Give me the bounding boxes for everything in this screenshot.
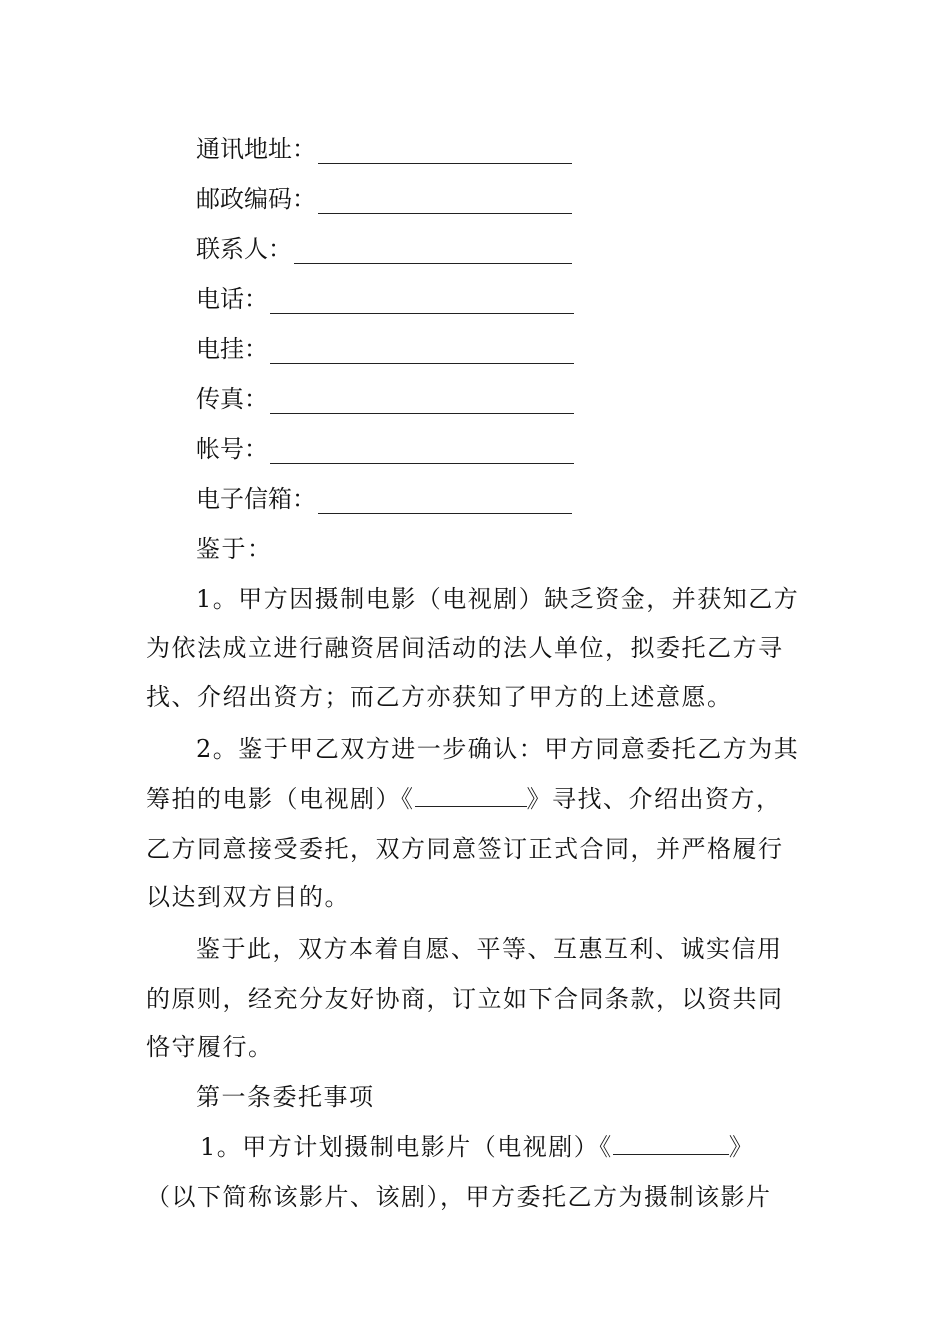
article1-line1-post: 》 bbox=[728, 1133, 755, 1161]
email-field bbox=[196, 474, 572, 514]
film-title-blank[interactable] bbox=[415, 784, 527, 807]
phone-label: 电话： bbox=[196, 285, 268, 313]
para2-line4: 以达到双方目的。 bbox=[146, 883, 350, 911]
para3-line3: 恪守履行。 bbox=[146, 1033, 274, 1061]
para3-line2: 的原则，经充分友好协商，订立如下合同条款，以资共同 bbox=[146, 985, 784, 1013]
para2-line2 bbox=[146, 784, 806, 814]
article1-line2: （以下简称该影片、该剧），甲方委托乙方为摄制该影片 bbox=[146, 1183, 772, 1211]
para2-line2-pre: 筹拍的电影（电视剧）《 bbox=[146, 785, 415, 813]
para1-line1: 1。甲方因摄制电影（电视剧）缺乏资金，并获知乙方 bbox=[196, 585, 800, 613]
article1-line1-pre: 1。甲方计划摄制电影片（电视剧）《 bbox=[200, 1133, 613, 1161]
account-field bbox=[196, 424, 574, 464]
fax-field bbox=[196, 374, 574, 414]
article1-title: 第一条委托事项 bbox=[196, 1083, 375, 1111]
phone-field bbox=[196, 274, 574, 314]
cable-blank[interactable] bbox=[270, 337, 574, 364]
postcode-blank[interactable] bbox=[318, 187, 572, 214]
address-field bbox=[196, 124, 572, 164]
article1-film-title-blank[interactable] bbox=[613, 1132, 729, 1155]
article1-line1 bbox=[200, 1132, 810, 1162]
email-label: 电子信箱： bbox=[196, 485, 316, 513]
account-blank[interactable] bbox=[270, 437, 574, 464]
fax-blank[interactable] bbox=[270, 387, 574, 414]
address-label: 通讯地址： bbox=[196, 135, 316, 163]
contact-person-field bbox=[196, 224, 572, 264]
para2-line2-post: 》寻找、介绍出资方， bbox=[526, 785, 782, 813]
para2-line1: 2。鉴于甲乙双方进一步确认：甲方同意委托乙方为其 bbox=[196, 735, 800, 763]
fax-label: 传真： bbox=[196, 385, 268, 413]
para1-line3: 找、介绍出资方；而乙方亦获知了甲方的上述意愿。 bbox=[146, 683, 733, 711]
para1-line2: 为依法成立进行融资居间活动的法人单位，拟委托乙方寻 bbox=[146, 634, 784, 662]
phone-blank[interactable] bbox=[270, 287, 574, 314]
para3-line1: 鉴于此，双方本着自愿、平等、互惠互利、诚实信用 bbox=[196, 935, 783, 963]
postcode-label: 邮政编码： bbox=[196, 185, 316, 213]
postcode-field bbox=[196, 174, 572, 214]
contact-person-blank[interactable] bbox=[294, 237, 572, 264]
contact-person-label: 联系人： bbox=[196, 235, 292, 263]
cable-field bbox=[196, 324, 574, 364]
address-blank[interactable] bbox=[318, 137, 572, 164]
whereas-heading: 鉴于： bbox=[196, 535, 273, 563]
email-blank[interactable] bbox=[318, 487, 572, 514]
account-label: 帐号： bbox=[196, 435, 268, 463]
cable-label: 电挂： bbox=[196, 335, 268, 363]
para2-line3: 乙方同意接受委托，双方同意签订正式合同，并严格履行 bbox=[146, 835, 784, 863]
